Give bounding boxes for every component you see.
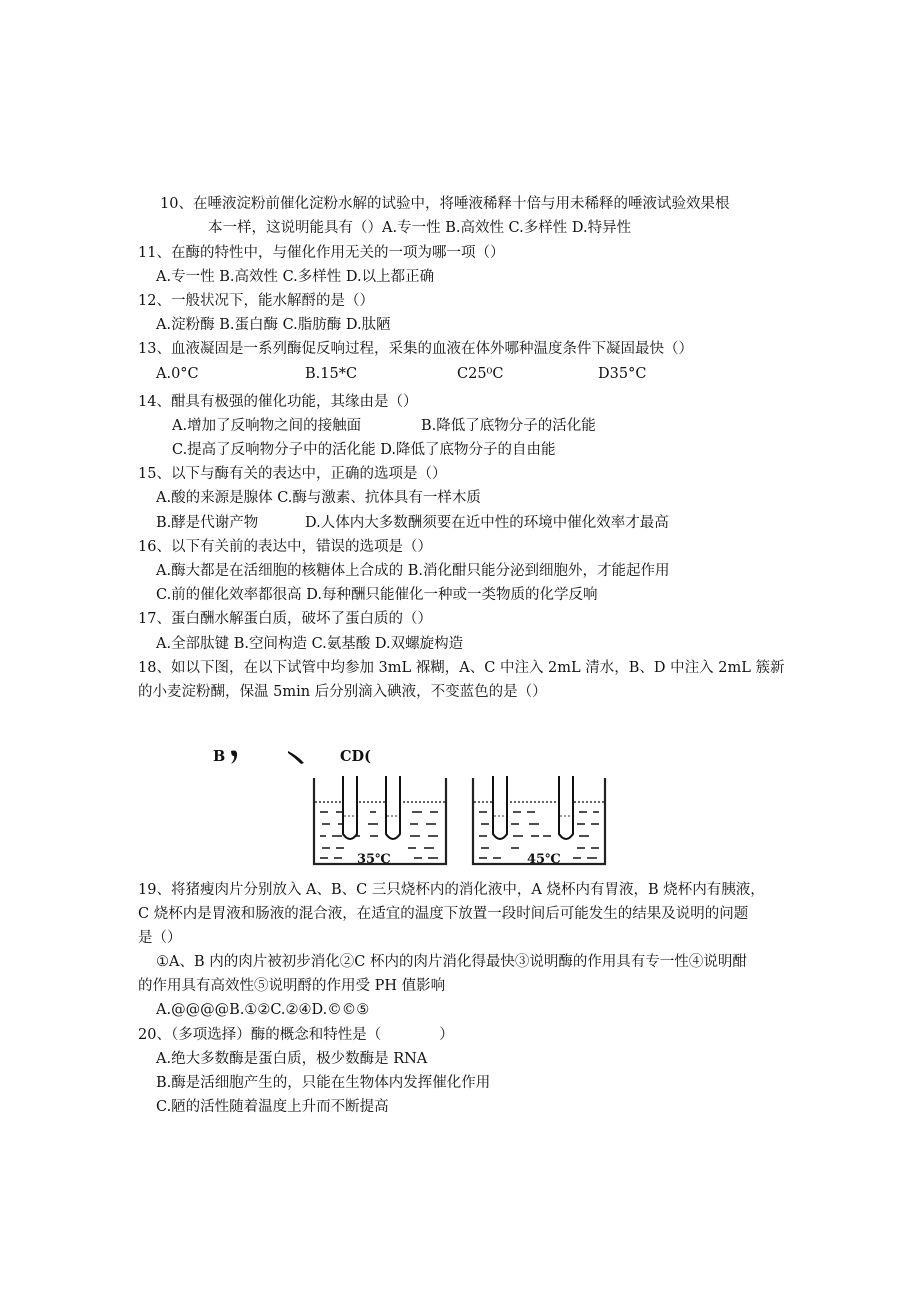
- fig-mark-comma: [228, 747, 242, 767]
- q20-option-a: A.绝大多数酶是蛋白质，极少数酶是 RNA: [156, 1051, 428, 1067]
- fig-label-b: B: [213, 748, 226, 765]
- q13-option-c: C25⁰C: [457, 366, 504, 382]
- q17-options: A.全部肽键 B.空间构造 C.氨基酸 D.双螺旋构造: [156, 636, 464, 652]
- q14-stem: 14、酣具有极强的催化功能，其缘由是（）: [138, 394, 418, 410]
- beaker-right-temp: 45℃: [527, 852, 561, 867]
- q15-option-ac: A.酸的来源是腺体 C.酶与激素、抗体具有一样木质: [156, 490, 481, 506]
- q19-line2: C 烧杯内是胃液和肠液的混合液，在适宜的温度下放置一段时间后可能发生的结果及说明的问题: [138, 906, 749, 922]
- q20-option-b: B.酶是活细胞产生的，只能在生物体内发挥催化作用: [156, 1075, 491, 1091]
- q18-line1: 18、如以下图，在以下试管中均参加 3mL 褓糊，A、C 中注入 2mL 清水，B、D 中注入 2mL 簇新: [138, 660, 785, 676]
- q10-line1: 10、在唾液淀粉前催化淀粉水解的试验中，将唾液稀释十倍与用未稀释的唾液试验效果根: [160, 196, 730, 212]
- q15-option-b: B.酵是代谢产物: [156, 515, 259, 531]
- q17-stem: 17、蛋白酬水解蛋白质，破坏了蛋白质的（）: [138, 611, 432, 627]
- q19-statements-2: 的作用具有高效性⑤说明酹的作用受 PH 值影响: [138, 978, 446, 994]
- q19-options: A.@@@@B.①②C.②④D.©©⑤: [156, 1002, 370, 1018]
- q18-line2: 的小麦淀粉醐，保温 5min 后分别滴入碘液，不变蓝色的是（）: [138, 684, 547, 700]
- q20-stem: 20、（多项选择）酶的概念和特性是（ ）: [138, 1027, 454, 1043]
- q19-line3: 是（）: [138, 930, 182, 946]
- q14-option-b: B.降低了底物分子的活化能: [421, 418, 596, 434]
- q15-option-d: D.人体内大多数酬须要在近中性的环境中催化效率才最高: [305, 515, 669, 531]
- q12-stem: 12、一般状况下，能水解酹的是（）: [138, 293, 374, 309]
- fig-label-cd: CD(: [340, 748, 371, 765]
- q16-stem: 16、以下有关前的表达中，错误的选项是（）: [138, 539, 432, 555]
- q20-option-c: C.陋的活性随着温度上升而不断提高: [156, 1099, 389, 1115]
- q11-options: A.专一性 B.高效性 C.多样性 D.以上都正确: [156, 269, 435, 285]
- q14-option-a: A.增加了反响物之间的接触面: [172, 418, 362, 434]
- q11-stem: 11、在酶的特性中，与催化作用无关的一项为哪一项（）: [138, 245, 505, 261]
- q15-stem: 15、以下与酶有关的表达中，正确的选项是（）: [138, 466, 447, 482]
- q16-option-ab: A.酶大都是在活细胞的核糖体上合成的 B.消化酣只能分泌到细胞外，才能起作用: [156, 563, 670, 579]
- q12-options: A.淀粉酶 B.蛋白酶 C.脂肪酶 D.肽陋: [156, 317, 391, 333]
- q13-option-d: D35°C: [598, 366, 647, 382]
- q13-option-a: A.0°C: [156, 366, 199, 382]
- q16-option-cd: C.前的催化效率都很高 D.每种酬只能催化一种或一类物质的化学反响: [156, 587, 598, 603]
- q14-option-cd: C.提高了反响物分子中的活化能 D.降低了底物分子的自由能: [172, 442, 556, 458]
- q13-option-b: B.15*C: [305, 366, 358, 382]
- q13-stem: 13、血液凝固是一系列酶促反响过程，采集的血液在体外哪种温度条件下凝固最快（）: [138, 341, 693, 357]
- q10-line2: 本一样，这说明能具有（）A.专一性 B.高效性 C.多样性 D.特异性: [208, 220, 632, 236]
- q19-line1: 19、将猪瘦肉片分别放入 A、B、C 三只烧杯内的消化液中，A 烧杯内有胃液，B 烧杯内有胰液，: [138, 882, 765, 898]
- beaker-left-temp: 35℃: [357, 852, 391, 867]
- q19-statements-1: ①A、B 内的肉片被初步消化②C 杯内的肉片消化得最快③说明酶的作用具有专一性④说明酣: [156, 954, 747, 970]
- fig-mark-stroke: [286, 748, 308, 766]
